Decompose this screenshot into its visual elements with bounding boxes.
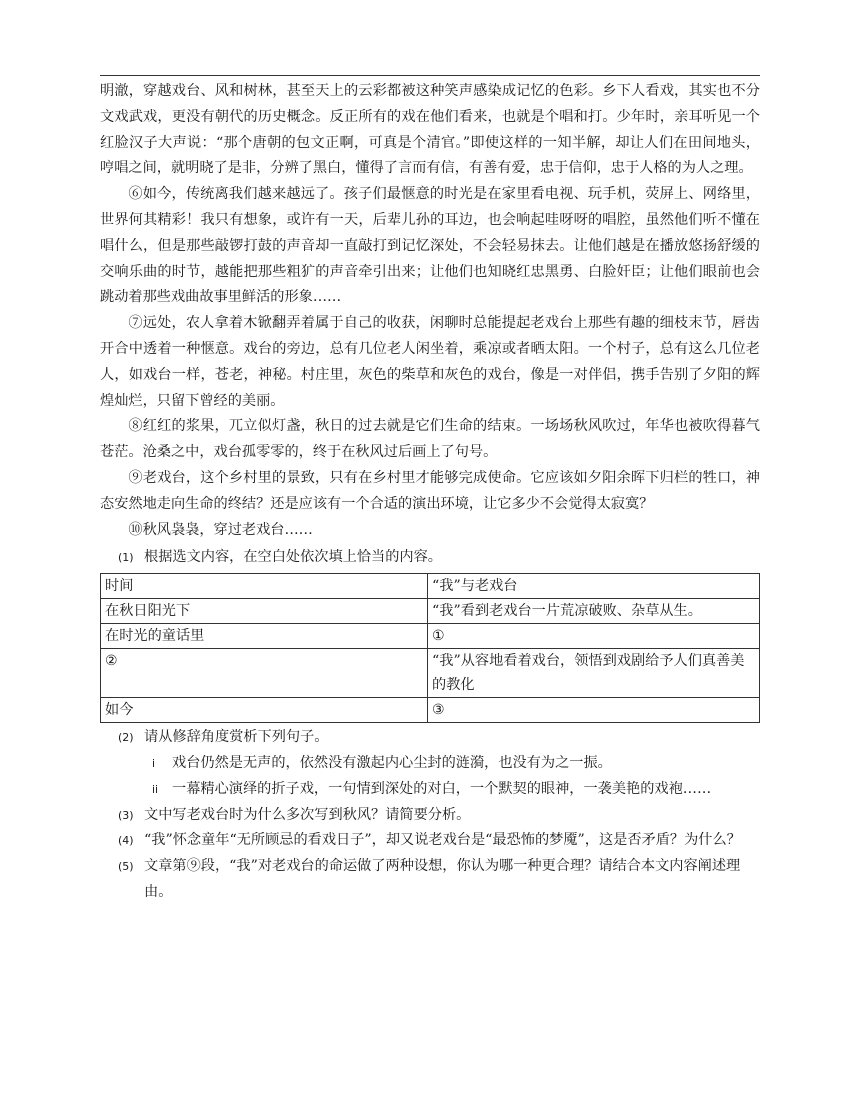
sub-question-number: i (152, 756, 156, 770)
sub-question-text: 一幕精心演绎的折子戏，一句情到深处的对白，一个默契的眼神，一袭美艳的戏袍…… (172, 780, 712, 797)
table-cell: 如今 (101, 698, 428, 723)
sub-question-i (100, 751, 760, 777)
question-number: (3) (118, 808, 134, 822)
question-2 (100, 725, 760, 751)
question-number: (1) (118, 551, 134, 565)
question-4 (100, 828, 760, 854)
table-cell: 时间 (101, 574, 428, 599)
table-cell: ① (428, 624, 760, 649)
question-text: 文章第⑨段，“我”对老戏台的命运做了两种设想，你认为哪一种更合理？请结合本文内容阐述理由。 (144, 858, 741, 900)
paragraph-6: ⑥如今，传统离我们越来越远了。孩子们最惬意的时光是在家里看电视、玩手机，荧屏上、网络里，世界何其精彩！我只有想象，或许有一天，后辈儿孙的耳边，也会响起哇呀呀的唱腔，虽然他们听不懂在唱什么，但是那些敲锣打鼓的声音却一直敲打到记忆深处，不会轻易抹去。让他们越是在播放悠扬舒缓的交响乐曲的时节，越能把那些粗犷的声音牵引出来；让他们也知晓红忠黑勇、白脸奸臣；让他们眼前也会跳动着那些戏曲故事里鲜活的形象…… (100, 186, 760, 306)
table-cell: ③ (428, 698, 760, 723)
paragraph-9: ⑨老戏台，这个乡村里的景致，只有在乡村里才能够完成使命。它应该如夕阳余晖下归栏的牲口，神态安然地走向生命的终结？还是应该有一个合适的演出环境，让它多少不会觉得太寂寞？ (100, 469, 760, 512)
question-text: “我”怀念童年“无所顾忌的看戏日子”，却又说老戏台是“最恐怖的梦魇”，这是否矛盾？为什么？ (144, 832, 741, 849)
question-number: (2) (118, 731, 134, 745)
question-1 (100, 545, 760, 571)
paragraph-8: ⑧红红的浆果，兀立似灯盏，秋日的过去就是它们生命的结束。一场场秋风吹过，年华也被吹得暮气苍茫。沧桑之中，戏台孤零零的，终于在秋风过后画上了句号。 (100, 418, 760, 461)
table-row (101, 599, 760, 624)
table-cell: “我”看到老戏台一片荒凉破败、杂草从生。 (428, 599, 760, 624)
header-rule (100, 75, 760, 76)
table-cell: 在秋日阳光下 (101, 599, 428, 624)
table-cell: “我”与老戏台 (428, 574, 760, 599)
document-content (100, 79, 760, 906)
table-cell: ② (101, 649, 428, 698)
table-row (101, 698, 760, 723)
question-text: 文中写老戏台时为什么多次写到秋风？请简要分析。 (144, 806, 471, 823)
sub-question-text: 戏台仍然是无声的，依然没有激起内心尘封的涟漪，也没有为之一振。 (172, 754, 612, 771)
table-header-row (101, 574, 760, 599)
paragraph-5-continued: 明澈，穿越戏台、风和树林，甚至天上的云彩都被这种笑声感染成记忆的色彩。乡下人看戏，其实也不分文戏武戏，更没有朝代的历史概念。反正所有的戏在他们看来，也就是个唱和打。少年时，亲耳听见一个红脸汉子大声说：“那个唐朝的包文正啊，可真是个清官。”即使这样的一知半解，却让人们在田间地头，哼唱之间，就明晓了是非，分辨了黑白，懂得了言而有信，有善有爱，忠于信仰，忠于人格的为人之理。 (100, 83, 760, 177)
question-3 (100, 803, 760, 829)
table-cell: 在时光的童话里 (101, 624, 428, 649)
question-text: 根据选文内容，在空白处依次填上恰当的内容。 (144, 549, 442, 566)
question-number: (5) (118, 860, 134, 874)
table-row (101, 624, 760, 649)
question-number: (4) (118, 834, 134, 848)
question-text: 请从修辞角度赏析下列句子。 (144, 729, 329, 746)
question-5 (100, 854, 760, 906)
sub-question-number: ii (152, 782, 159, 796)
sub-question-ii (100, 777, 760, 803)
answer-table (100, 573, 760, 723)
paragraph-10: ⑩秋风袅袅，穿过老戏台…… (128, 521, 313, 538)
questions-section (100, 545, 760, 905)
table-cell: “我”从容地看着戏台，领悟到戏剧给予人们真善美的教化 (428, 649, 760, 698)
paragraph-7: ⑦远处，农人拿着木锨翻弄着属于自己的收获，闲聊时总能提起老戏台上那些有趣的细枝末节，唇齿开合中透着一种惬意。戏台的旁边，总有几位老人闲坐着，乘凉或者晒太阳。一个村子，总有这么几位老人，如戏台一样，苍老，神秘。村庄里，灰色的柴草和灰色的戏台，像是一对伴侣，携手告别了夕阳的辉煌灿烂，只留下曾经的美丽。 (100, 315, 760, 409)
table-row (101, 649, 760, 698)
